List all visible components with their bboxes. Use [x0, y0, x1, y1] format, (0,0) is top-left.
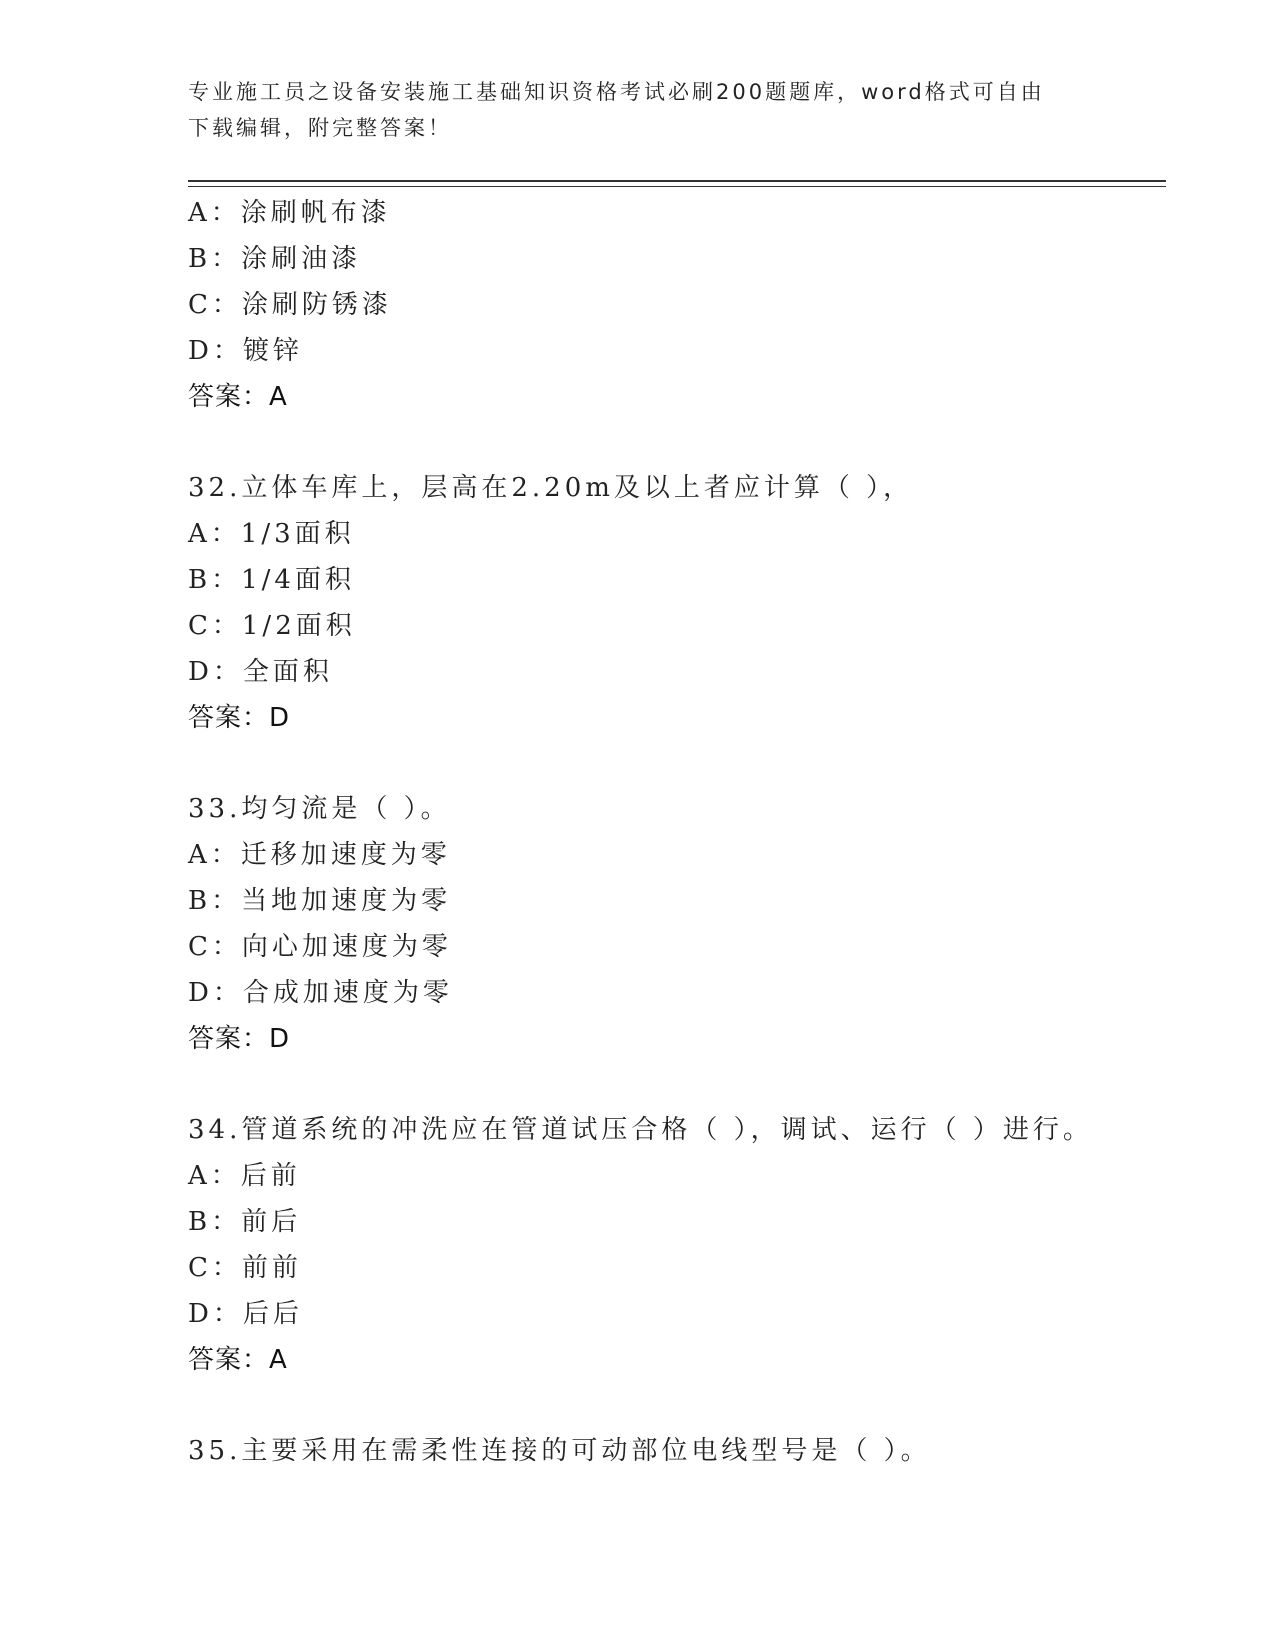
- option-a: A：涂刷帆布漆: [188, 198, 391, 228]
- question-stem: 32.立体车库上，层高在2.20m及以上者应计算（ ），: [188, 473, 914, 503]
- answer: 答案：D: [188, 1024, 291, 1054]
- document-header: [188, 74, 1068, 146]
- header-rule-bottom: [188, 186, 1166, 187]
- question-stem: 33.均匀流是（ ）。: [188, 794, 451, 824]
- option-d: D：全面积: [188, 657, 333, 687]
- option-a: A：迁移加速度为零: [188, 840, 451, 870]
- option-c: C：向心加速度为零: [188, 932, 452, 962]
- option-a: A：后前: [188, 1161, 301, 1191]
- option-b: B：前后: [188, 1207, 302, 1237]
- question-35: [188, 1428, 1188, 1474]
- question-stem: 35.主要采用在需柔性连接的可动部位电线型号是（ ）。: [188, 1436, 931, 1466]
- option-d: D：后后: [188, 1299, 303, 1329]
- option-c: C：1/2面积: [188, 611, 356, 641]
- answer: 答案：A: [188, 382, 288, 412]
- option-b: B：涂刷油漆: [188, 244, 362, 274]
- option-b: B：1/4面积: [188, 565, 355, 595]
- option-a: A：1/3面积: [188, 519, 355, 549]
- option-c: C：涂刷防锈漆: [188, 290, 392, 320]
- question-list: [188, 190, 1188, 1474]
- header-line-1: 专业施工员之设备安装施工基础知识资格考试必刷200题题库，word格式可自由: [188, 80, 1045, 104]
- question-32: [188, 465, 1188, 741]
- question-33: [188, 786, 1188, 1062]
- option-c: C：前前: [188, 1253, 302, 1283]
- option-d: D：镀锌: [188, 336, 303, 366]
- answer: 答案：A: [188, 1345, 288, 1375]
- question-34: [188, 1107, 1188, 1383]
- question-31: [188, 190, 1188, 420]
- question-stem: 34.管道系统的冲洗应在管道试压合格（ ），调试、运行（ ）进行。: [188, 1115, 1093, 1145]
- option-b: B：当地加速度为零: [188, 886, 452, 916]
- header-line-2: 下载编辑，附完整答案！: [188, 116, 452, 140]
- option-d: D：合成加速度为零: [188, 978, 453, 1008]
- answer: 答案：D: [188, 703, 291, 733]
- header-rule-top: [188, 180, 1166, 182]
